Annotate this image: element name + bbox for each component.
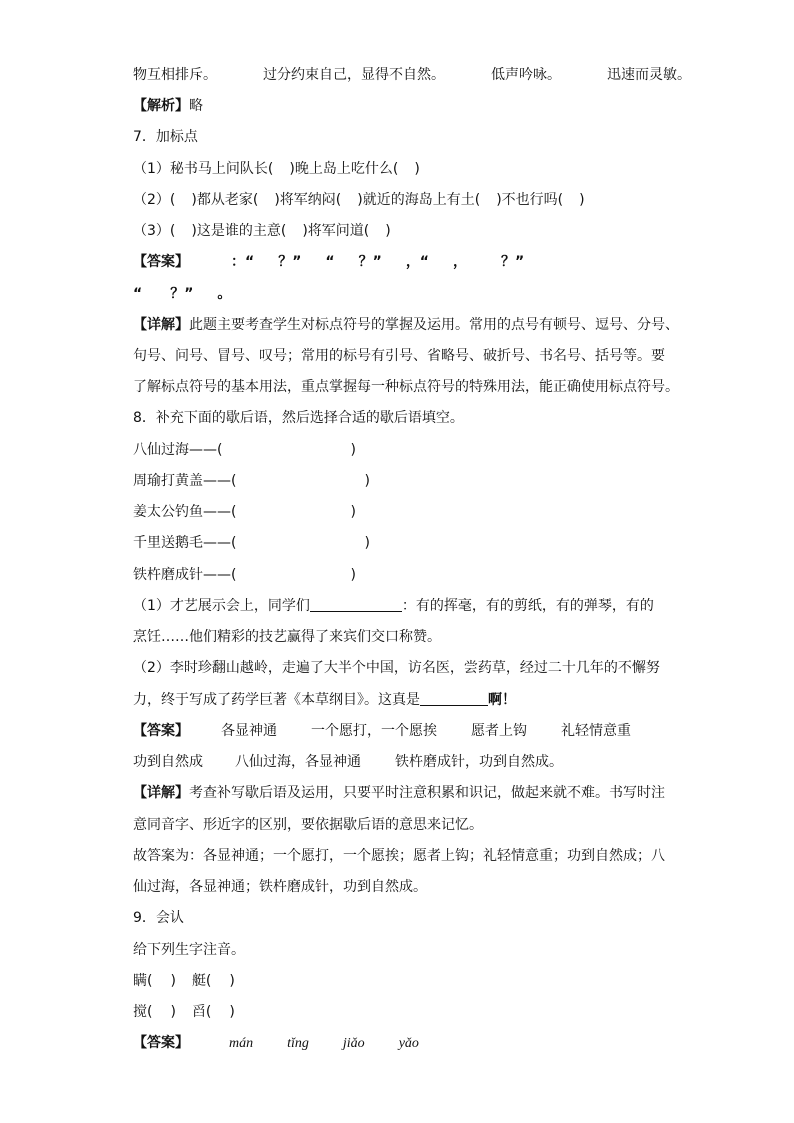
text-segment: 过分约束自己，显得不自然。 — [263, 67, 445, 83]
text-segment: （3）( — [133, 223, 176, 239]
question-8-answer-line-2 — [133, 753, 563, 771]
question-8-detail-line-2: 意同音字、形近字的区别，要依据歇后语的意思来记忆。 — [133, 817, 483, 833]
analysis-line — [133, 97, 203, 115]
text-segment: 一个愿打，一个愿挨 — [311, 723, 437, 739]
text-segment: “ — [133, 286, 143, 302]
text-segment: 千里送鹅毛——( — [133, 535, 237, 551]
pinyin-row-1 — [133, 972, 235, 990]
text-segment: （1）秘书马上问队长( — [133, 161, 274, 177]
question-8-conclusion-line-2: 仙过海，各显神通；铁杵磨成针，功到自然成。 — [133, 879, 427, 895]
text-segment: 考查补写歇后语及运用，只要平时注意积累和识记，做起来就不难。书写时注 — [189, 785, 665, 801]
question-9-instruction: 给下列生字注音。 — [133, 942, 245, 958]
fill-blank — [420, 691, 488, 706]
text-segment: 啊！ — [488, 692, 516, 708]
xiehouyu-item-2 — [133, 472, 370, 490]
xiehouyu-item-4 — [133, 534, 370, 552]
text-segment: ？” — [170, 286, 194, 302]
text-segment: )将军问道( — [302, 223, 370, 239]
pinyin-answer: mán — [229, 1036, 254, 1051]
text-segment: 瞒( — [133, 973, 153, 989]
text-segment: )就近的海岛上有土( — [357, 192, 481, 208]
text-segment: 此题主要考查学生对标点符号的掌握及运用。常用的点号有顿号、逗号、分号、 — [189, 317, 679, 333]
question-8-paragraph-2: （2）李时珍翻山越岭，走遍了大半个中国，访名医，尝药草，经过二十几年的不懈努 — [133, 660, 660, 676]
detail-label: 【详解】 — [133, 317, 189, 333]
question-7-answer-line-1 — [133, 253, 524, 271]
xiehouyu-item-3 — [133, 503, 356, 521]
analysis-text: 略 — [189, 98, 203, 114]
text-segment: （1）才艺展示会上，同学们 — [133, 598, 310, 614]
question-8-paragraph-2-cont — [133, 691, 516, 709]
question-7-sentence-3 — [133, 222, 391, 240]
text-segment: ) — [414, 161, 420, 177]
text-segment: ) — [364, 473, 370, 489]
text-segment: 各显神通 — [221, 723, 277, 739]
question-8-answer-line-1 — [133, 722, 631, 740]
text-segment: 。 — [217, 286, 232, 302]
text-segment: ) — [364, 535, 370, 551]
question-8-title: 8．补充下面的歇后语，然后选择合适的歇后语填空。 — [133, 410, 464, 426]
text-segment: 舀( — [191, 1004, 212, 1020]
text-segment: )晚上岛上吃什么( — [289, 161, 399, 177]
answer-label: 【答案】 — [133, 1035, 189, 1051]
text-segment: ) — [385, 223, 391, 239]
question-9-title: 9．会认 — [133, 910, 184, 926]
text-segment: 低声吟咏。 — [491, 67, 561, 83]
text-segment: )不也行吗( — [496, 192, 564, 208]
question-8-detail-line-1 — [133, 784, 665, 802]
text-segment: ) — [170, 1004, 176, 1020]
text-segment: ，“ — [405, 254, 430, 270]
text-segment: ？” — [358, 254, 382, 270]
text-segment: “ — [325, 254, 335, 270]
text-segment: ？” — [501, 254, 525, 270]
text-segment: 愿者上钩 — [471, 723, 527, 739]
question-9-answer-line — [133, 1034, 419, 1053]
text-segment: 姜太公钓鱼——( — [133, 504, 237, 520]
question-7-detail-line-1 — [133, 316, 679, 334]
text-segment: 功到自然成 — [133, 754, 203, 770]
text-segment: 八仙过海，各显神通 — [235, 754, 361, 770]
question-8-paragraph-1-cont: 烹饪……他们精彩的技艺赢得了来宾们交口称赞。 — [133, 629, 441, 645]
text-segment: ？” — [278, 254, 302, 270]
text-segment: 迅速而灵敏。 — [607, 67, 691, 83]
text-segment: ) — [350, 567, 356, 583]
text-segment: )这是谁的主意( — [191, 223, 287, 239]
text-segment: ) — [229, 1004, 235, 1020]
xiehouyu-item-5 — [133, 566, 356, 584]
text-segment: 铁杵磨成针，功到自然成。 — [395, 754, 563, 770]
pinyin-answer: yǎo — [398, 1036, 419, 1051]
analysis-label: 【解析】 — [133, 98, 189, 114]
text-segment: ) — [229, 973, 235, 989]
question-8-conclusion-line-1: 故答案为：各显神通；一个愿打，一个愿挨；愿者上钩；礼轻情意重；功到自然成；八 — [133, 848, 665, 864]
pinyin-row-2 — [133, 1003, 235, 1021]
fill-blank — [310, 597, 402, 612]
question-7-sentence-1 — [133, 160, 420, 178]
text-segment: ：“ — [231, 254, 255, 270]
question-7-sentence-2 — [133, 191, 585, 209]
text-segment: 铁杵磨成针——( — [133, 567, 237, 583]
answer-line-definitions — [133, 66, 691, 84]
text-segment: 周瑜打黄盖——( — [133, 473, 237, 489]
detail-label: 【详解】 — [133, 785, 189, 801]
text-segment: 物互相排斥。 — [133, 67, 217, 83]
text-segment: )都从老家( — [191, 192, 259, 208]
text-segment: ) — [350, 442, 356, 458]
question-8-paragraph-1 — [133, 597, 654, 615]
pinyin-answer: tǐng — [287, 1036, 309, 1051]
text-segment: 力，终于写成了药学巨著《本草纲目》。这真是 — [133, 692, 420, 708]
text-segment: （2）( — [133, 192, 176, 208]
question-7-title: 7．加标点 — [133, 129, 198, 145]
answer-label: 【答案】 — [133, 723, 189, 739]
text-segment: ) — [350, 504, 356, 520]
xiehouyu-item-1 — [133, 441, 356, 459]
question-7-detail-line-2: 句号、问号、冒号、叹号；常用的标号有引号、省略号、破折号、书名号、括号等。要 — [133, 348, 665, 364]
text-segment: ：有的挥毫，有的剪纸，有的弹琴，有的 — [401, 598, 654, 614]
text-segment: 搅( — [133, 1004, 153, 1020]
text-segment: )将军纳闷( — [274, 192, 342, 208]
text-segment: 艇( — [191, 973, 212, 989]
text-segment: 礼轻情意重 — [561, 723, 631, 739]
pinyin-answer: jiǎo — [342, 1036, 365, 1051]
question-7-answer-line-2 — [133, 285, 231, 303]
text-segment: ) — [579, 192, 585, 208]
answer-label: 【答案】 — [133, 254, 189, 270]
text-segment: ， — [453, 254, 468, 270]
question-7-detail-line-3: 了解标点符号的基本用法，重点掌握每一种标点符号的特殊用法，能正确使用标点符号。 — [133, 379, 679, 395]
text-segment: ) — [170, 973, 176, 989]
text-segment: 八仙过海——( — [133, 442, 223, 458]
